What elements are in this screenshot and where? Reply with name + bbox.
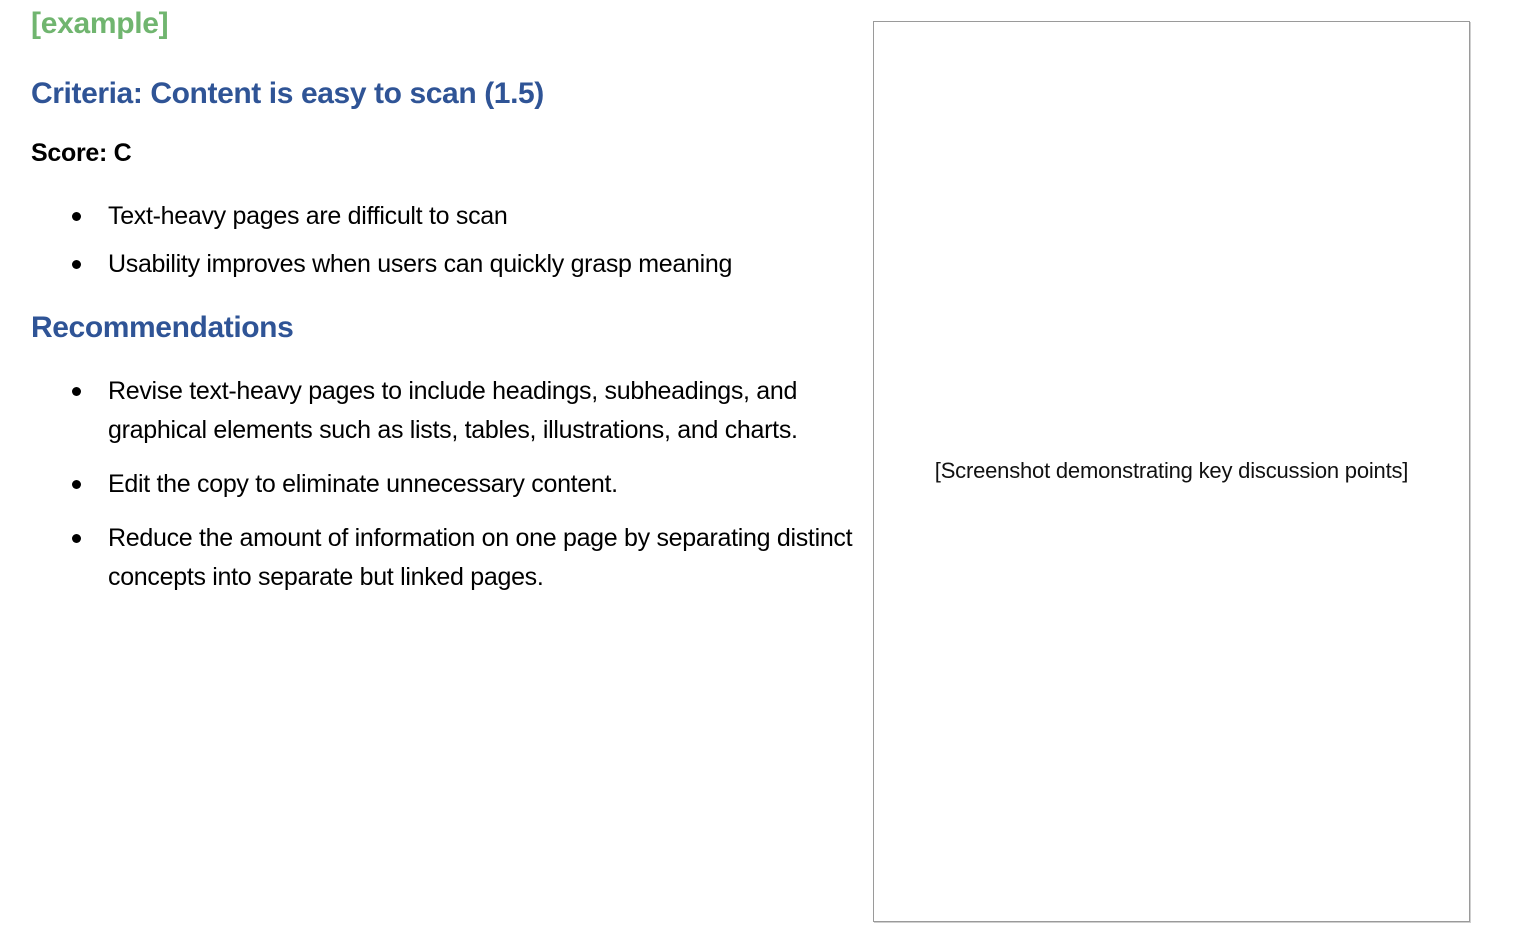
criteria-heading: Criteria: Content is easy to scan (1.5) (31, 77, 544, 110)
bullet-icon (72, 260, 81, 269)
recommendations-list (70, 372, 860, 612)
bullet-icon (72, 534, 81, 543)
recommendations-heading: Recommendations (31, 311, 294, 344)
example-tag: [example] (31, 7, 169, 40)
finding-text: Text-heavy pages are difficult to scan (108, 202, 508, 230)
recommendation-text: Edit the copy to eliminate unnecessary content. (108, 470, 618, 498)
list-item (70, 372, 860, 450)
list-item (70, 519, 860, 597)
recommendation-text: Revise text-heavy pages to include headings, subheadings, and graphical elements such as lists, tables, illustrations, and charts. (108, 377, 798, 444)
screenshot-placeholder-box (873, 21, 1470, 922)
bullet-icon (72, 480, 81, 489)
list-item (70, 465, 860, 504)
list-item (70, 245, 870, 284)
bullet-icon (72, 212, 81, 221)
score-label: Score: C (31, 139, 132, 167)
finding-text: Usability improves when users can quickly grasp meaning (108, 250, 733, 278)
findings-list (70, 197, 870, 293)
recommendation-text: Reduce the amount of information on one page by separating distinct concepts into separate but linked pages. (108, 524, 853, 591)
screenshot-placeholder-text: [Screenshot demonstrating key discussion points] (934, 457, 1409, 483)
bullet-icon (72, 387, 81, 396)
list-item (70, 197, 870, 236)
